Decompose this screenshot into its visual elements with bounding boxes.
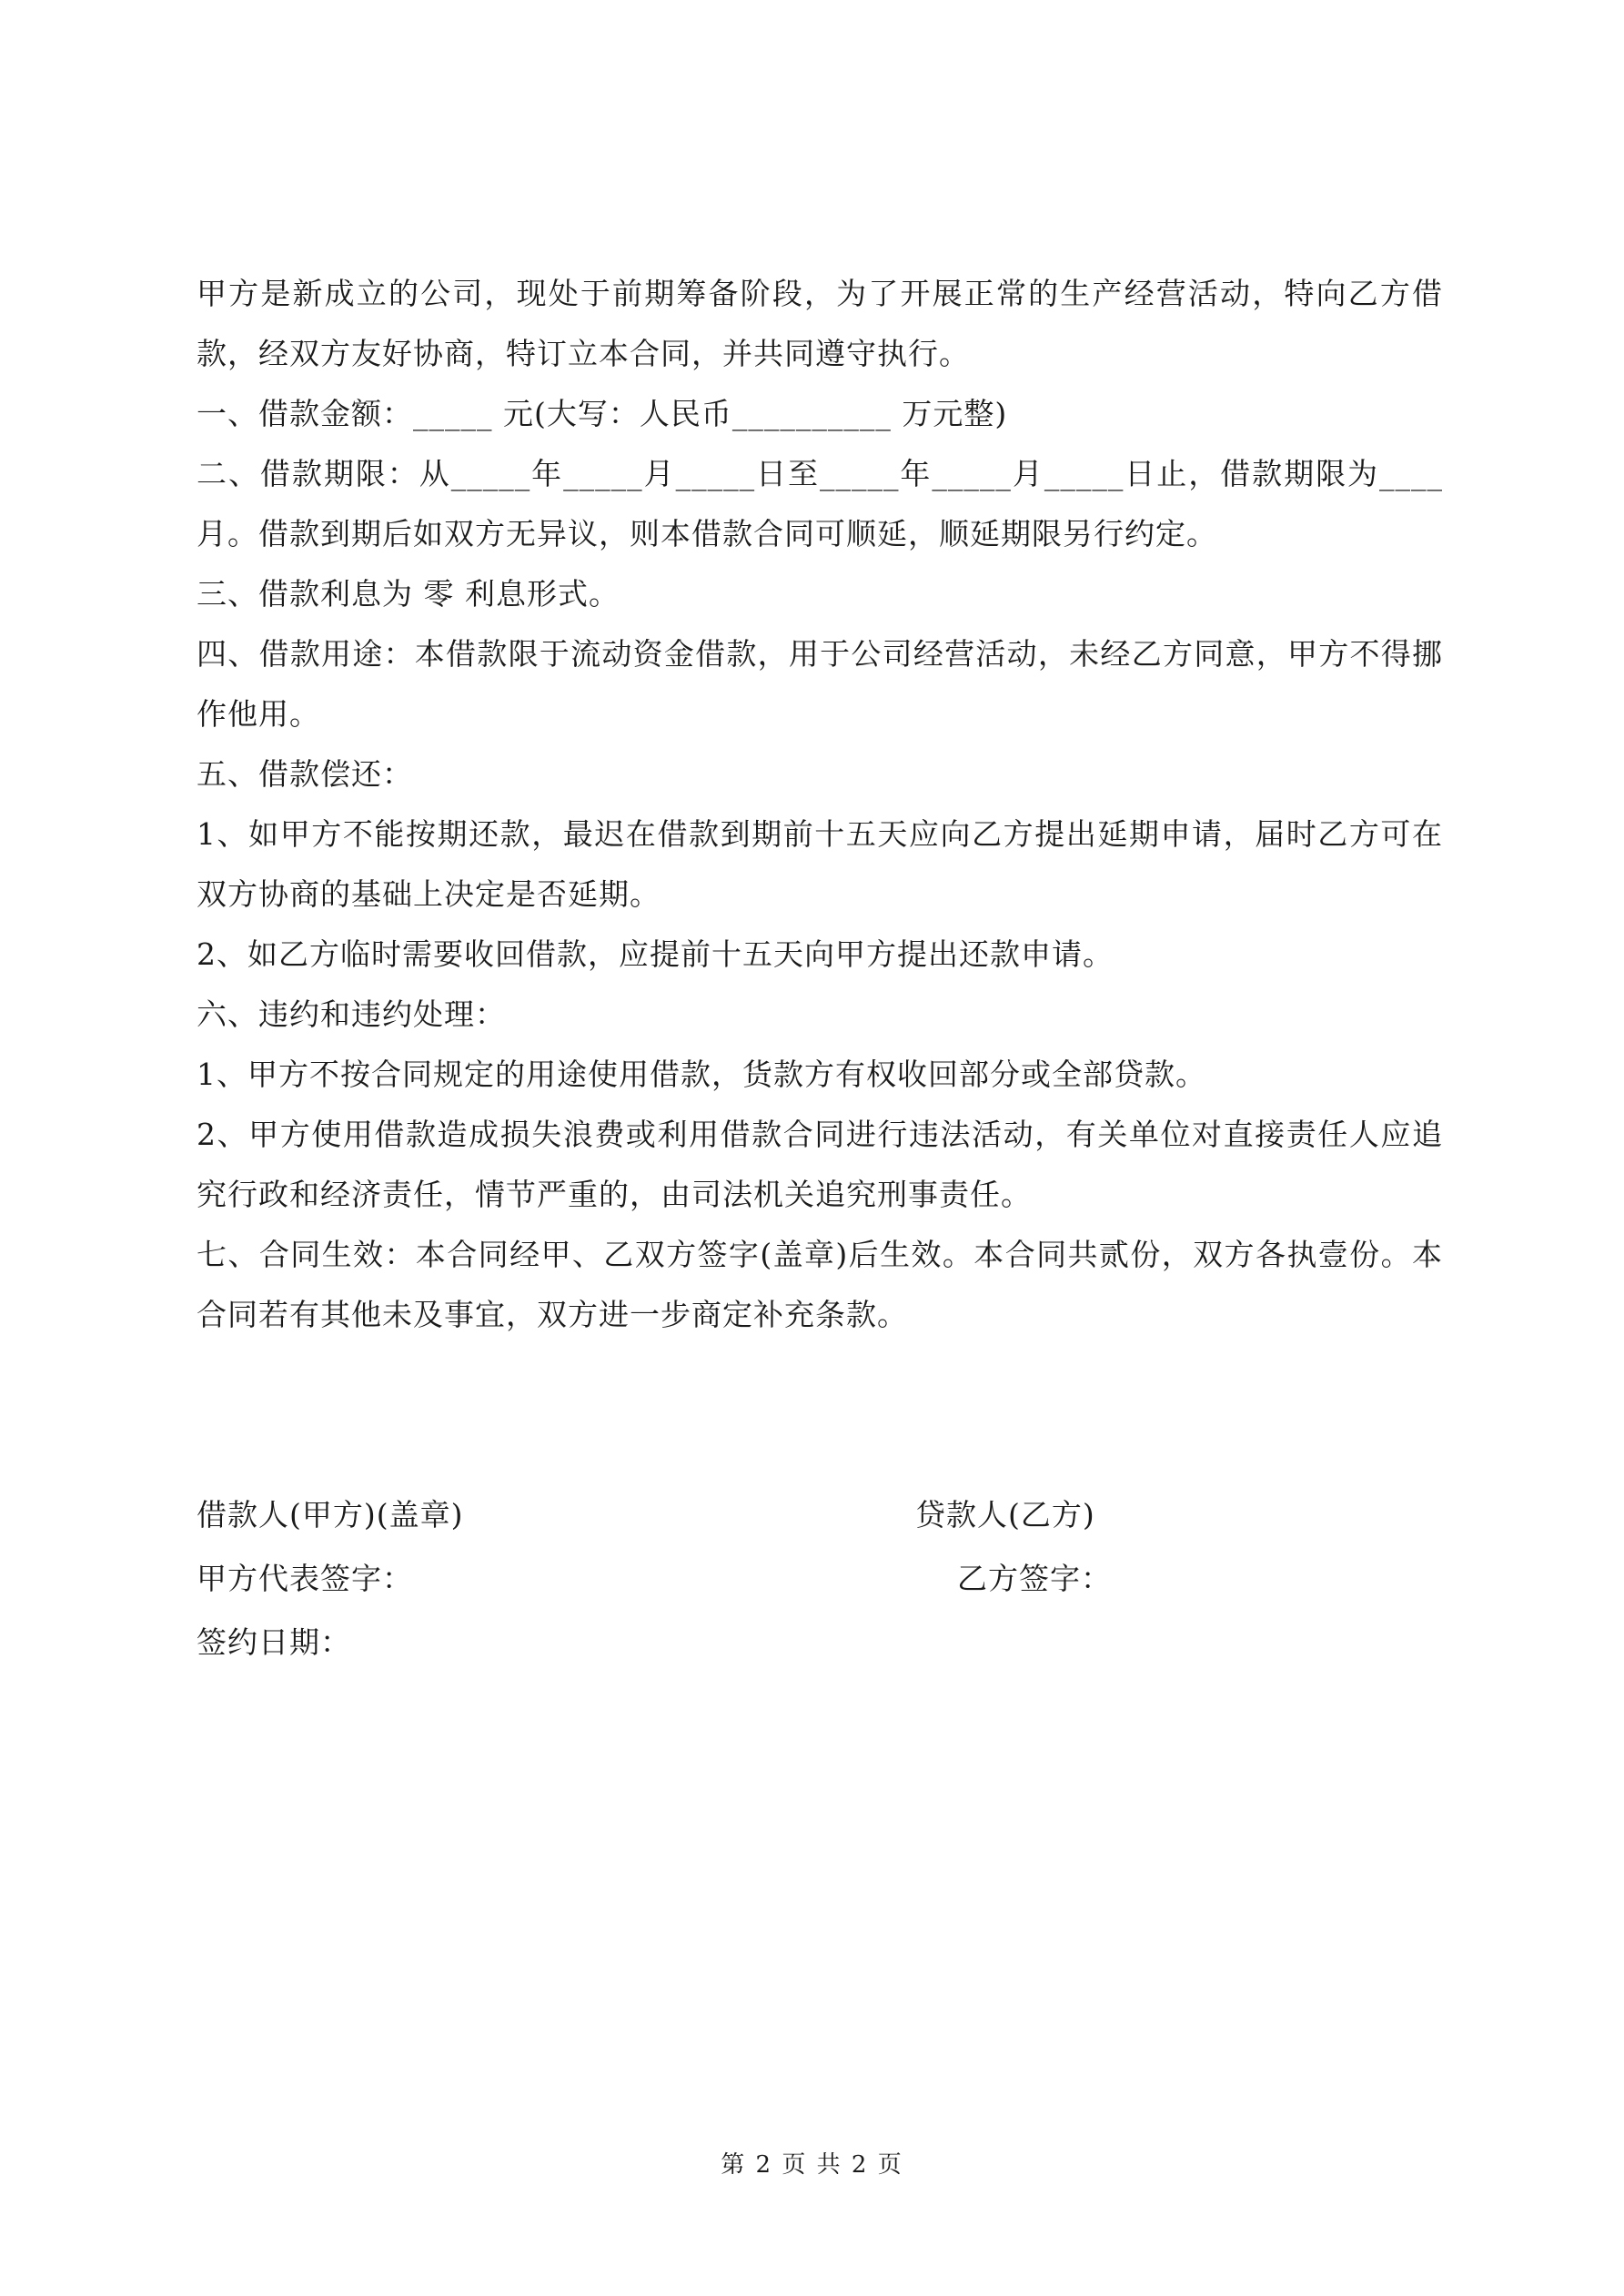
borrower-rep-signature-label: 甲方代表签字： (197, 1561, 413, 1596)
clause-breach-heading: 六、违约和违约处理： (197, 996, 506, 1032)
signature-row-parties (197, 1483, 1443, 1547)
clause-effectiveness: 七、合同生效：本合同经甲、乙双方签字(盖章)后生效。本合同共贰份，双方各执壹份。本合同若有其他未及事宜，双方进一步商定补充条款。 (197, 1237, 1443, 1332)
page-number-footer: 第 2 页 共 2 页 (721, 2151, 903, 2179)
lender-signature-label: 乙方签字： (957, 1561, 1112, 1596)
clause-purpose: 四、借款用途：本借款限于流动资金借款，用于公司经营活动，未经乙方同意，甲方不得挪作他用。 (197, 636, 1443, 732)
clause-interest: 三、借款利息为 零 利息形式。 (197, 576, 620, 612)
borrower-label: 借款人(甲方)(盖章) (197, 1497, 464, 1532)
clause-loan-amount: 一、借款金额：_____ 元(大写：人民币__________ 万元整) (197, 396, 1008, 431)
clause-repayment-heading: 五、借款偿还： (197, 756, 413, 792)
breach-item-1: 1、甲方不按合同规定的用途使用借款，货款方有权收回部分或全部贷款。 (197, 1057, 1206, 1092)
repayment-item-2: 2、如乙方临时需要收回借款，应提前十五天向甲方提出还款申请。 (197, 936, 1114, 972)
intro-paragraph: 甲方是新成立的公司，现处于前期筹备阶段，为了开展正常的生产经营活动，特向乙方借款，经双方友好协商，特订立本合同，并共同遵守执行。 (197, 276, 1443, 371)
signature-block (197, 1483, 1443, 1674)
repayment-item-1: 1、如甲方不能按期还款，最迟在借款到期前十五天应向乙方提出延期申请，届时乙方可在双方协商的基础上决定是否延期。 (197, 816, 1443, 912)
signing-date-label: 签约日期： (197, 1624, 351, 1660)
clause-loan-term: 二、借款期限：从_____年_____月_____日至_____年_____月_____日止，借款期限为____月。借款到期后如双方无异议，则本借款合同可顺延，顺延期限另行约定。 (197, 456, 1443, 551)
lender-label: 贷款人(乙方) (915, 1497, 1095, 1532)
signature-row-date (197, 1611, 1443, 1674)
breach-item-2: 2、甲方使用借款造成损失浪费或利用借款合同进行违法活动，有关单位对直接责任人应追究行政和经济责任，情节严重的，由司法机关追究刑事责任。 (197, 1117, 1443, 1212)
contract-body (197, 264, 1443, 1345)
signature-row-signers (197, 1547, 1443, 1611)
